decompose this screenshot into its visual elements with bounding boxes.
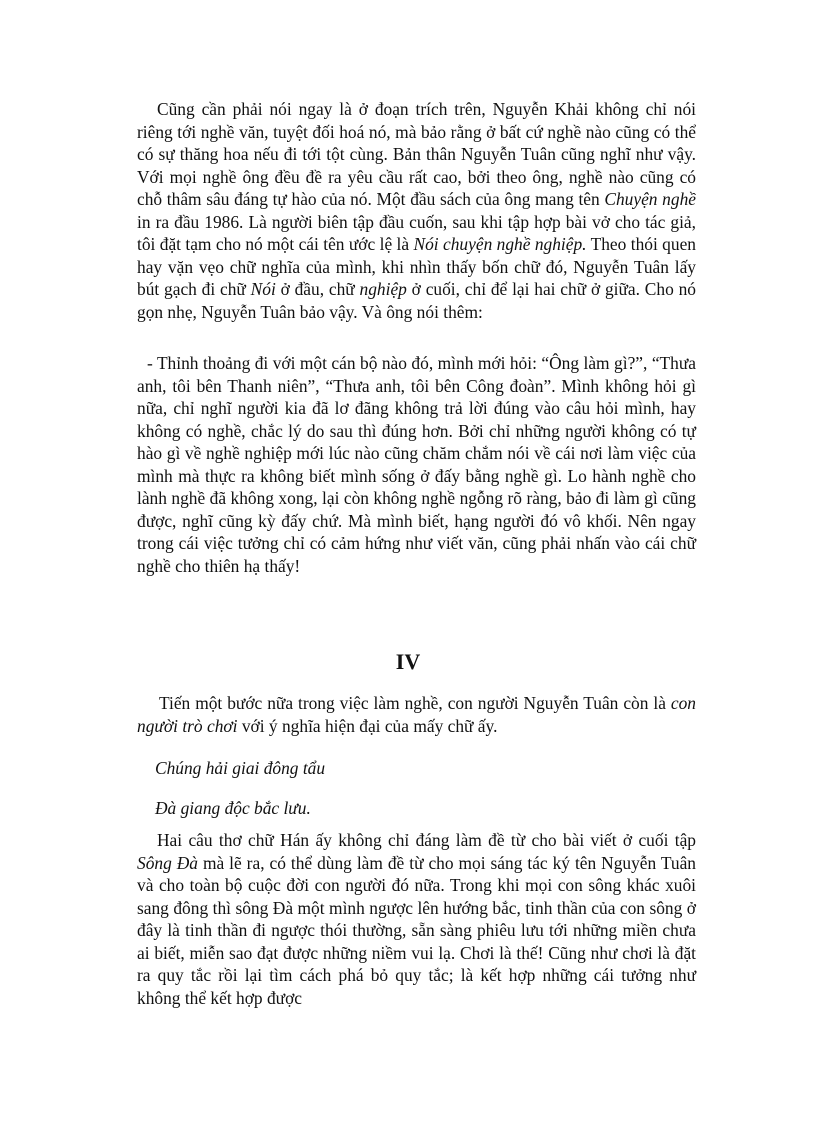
paragraph-4-text-2: mà lẽ ra, có thể dùng làm đề từ cho mọi sáng tác ký tên Nguyễn Tuân và cho toàn bộ cuộc đời con người đó nữa. Trong khi mọi con sông khác xuôi sang đông thì sông Đà một mình ngược lên hướng bắc, tinh thần của con sông ở đây là tinh thần đi ngược thói thường, sẵn sàng phiêu lưu tới những miền chưa ai biết, miễn sao đạt được những niềm vui lạ. Chơi là thế! Cũng như chơi là đặt ra quy tắc rồi lại tìm cách phá bỏ quy tắc; là kết hợp những cái tưởng như không thể kết hợp được [137, 852, 696, 1008]
paragraph-3-text-1: Tiến một bước nữa trong việc làm nghề, con người Nguyễn Tuân còn là [159, 693, 671, 713]
paragraph-1-text-4: ở đầu, chữ [275, 279, 360, 299]
paragraph-1 [137, 98, 696, 323]
verse-line-2: Đà giang độc bắc lưu. [155, 798, 311, 818]
word-nghiep: nghiệp [359, 279, 407, 299]
section-heading: IV [395, 649, 421, 674]
paragraph-4 [137, 829, 696, 1009]
working-title: Nói chuyện nghề nghiệp. [413, 234, 587, 254]
word-noi: Nói [250, 279, 276, 299]
paragraph-1-text-5: ở cuối, chỉ để lại hai chữ ở giữa. Cho nó gọn nhẹ, Nguyễn Tuân bảo vậy. Và ông nói thêm: [137, 279, 696, 322]
book-title-chuyen-nghe: Chuyện nghề [604, 189, 696, 209]
phrase-con-nguoi-tro-choi: con người trò chơi [137, 693, 696, 736]
paragraph-1-text-2: in ra đầu 1986. Là người biên tập đầu cuốn, sau khi tập hợp bài vở cho tác giả, tôi đặt tạm cho nó một cái tên ước lệ là [137, 211, 696, 254]
verse-line-1: Chúng hải giai đông tẩu [155, 758, 326, 778]
book-title-song-da: Sông Đà [137, 852, 198, 873]
paragraph-2-quote: - Thỉnh thoảng đi với một cán bộ nào đó, mình mới hỏi: “Ông làm gì?”, “Thưa anh, tôi bên Thanh niên”, “Thưa anh, tôi bên Công đoàn”. Mình không hỏi gì nữa, chỉ nghĩ người kia đã lơ đãng không trả lời đúng vào câu hỏi mình, hay không có nghề, chắc lý do sau thì đúng hơn. Bởi chỉ những người không có tự hào gì về nghề nghiệp mới lúc nào cũng chăm chắm nói về cái nơi làm việc của mình mà thực ra không biết mình sống ở đấy bằng nghề gì. Lo hành nghề cho lành nghề đã không xong, lại còn không nghề ngỗng rõ ràng, bảo đi làm gì cũng được, nghĩ cũng kỳ đấy chứ. Mà mình biết, hạng người đó vô khối. Nên ngay trong cái việc tưởng chỉ có cảm hứng như viết văn, cũng phải nhấn vào cái chữ nghề cho thiên hạ thấy! [137, 353, 696, 576]
paragraph-1-text-1: Cũng cần phải nói ngay là ở đoạn trích trên, Nguyễn Khải không chỉ nói riêng tới nghề văn, tuyệt đối hoá nó, mà bảo rằng ở bất cứ nghề nào cũng có thể có sự thăng hoa nếu đi tới tột cùng. Bản thân Nguyễn Tuân cũng nghĩ như vậy. Với mọi nghề ông đều đề ra yêu cầu rất cao, bởi theo ông, nghề nào cũng có chỗ thâm sâu đáng tự hào của nó. Một đầu sách của ông mang tên [137, 99, 696, 209]
paragraph-1-text-3: Theo thói quen hay vặn vẹo chữ nghĩa của mình, khi nhìn thấy bốn chữ đó, Nguyễn Tuân lấy bút gạch đi chữ [137, 234, 696, 299]
paragraph-4-text-1: Hai câu thơ chữ Hán ấy không chỉ đáng làm đề từ cho bài viết ở cuối tập [157, 830, 696, 850]
paragraph-3 [137, 692, 696, 737]
paragraph-3-text-2: với ý nghĩa hiện đại của mấy chữ ấy. [237, 715, 498, 736]
